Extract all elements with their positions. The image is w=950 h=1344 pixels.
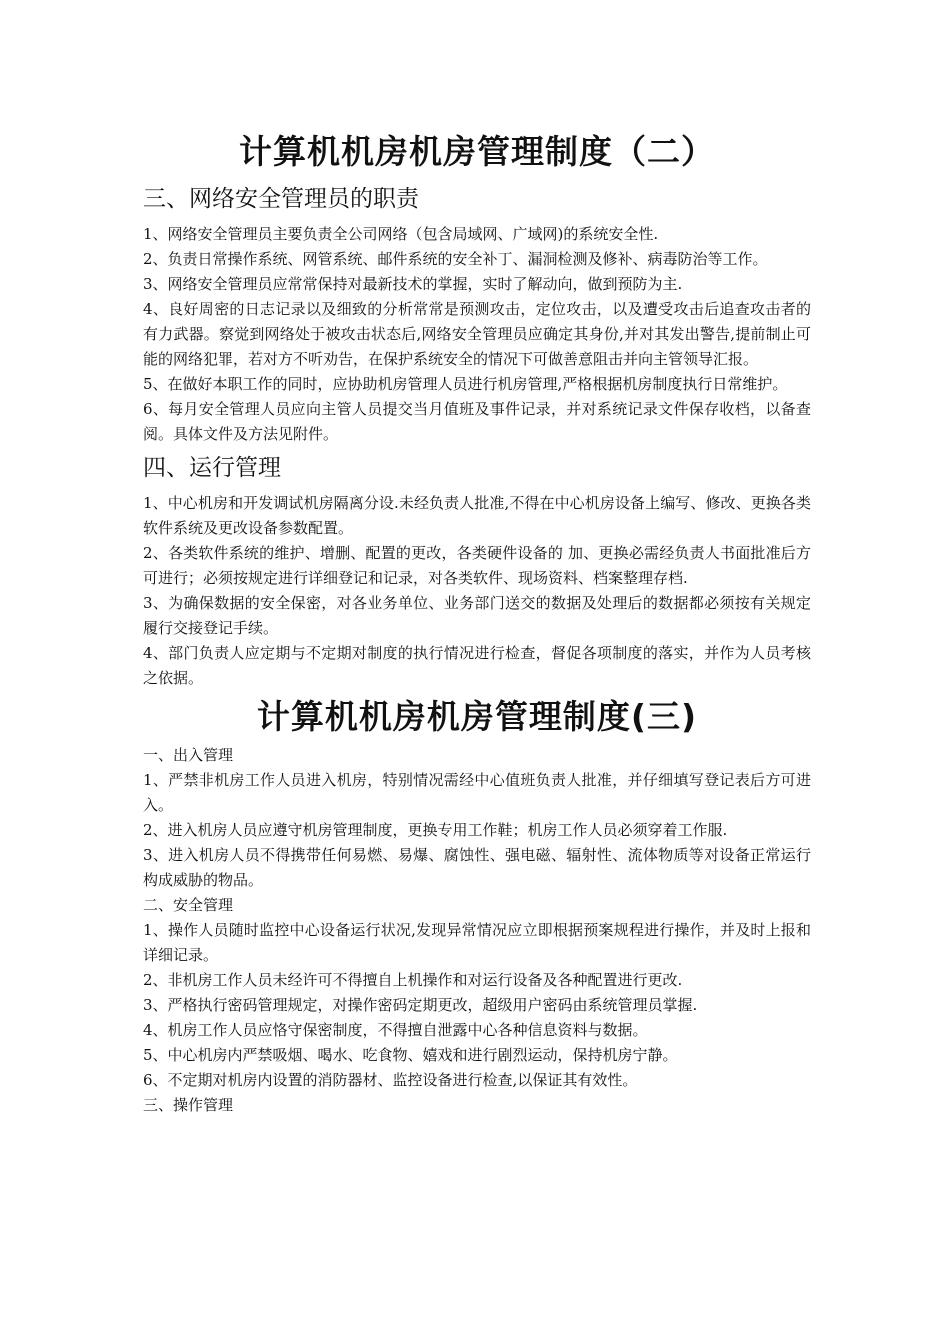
paragraph: 1、中心机房和开发调试机房隔离分设.未经负责人批准,不得在中心机房设备上编写、修改、更换各类软件系统及更改设备参数配置。 (143, 494, 811, 537)
paragraph: 2、负责日常操作系统、网管系统、邮件系统的安全补丁、漏洞检测及修补、病毒防治等工作。 (143, 250, 768, 268)
paragraph: 4、部门负责人应定期与不定期对制度的执行情况进行检查，督促各项制度的落实，并作为人员考核之依据。 (143, 644, 811, 687)
paragraph: 1、严禁非机房工作人员进入机房，特别情况需经中心值班负责人批准，并仔细填写登记表后方可进入。 (143, 771, 811, 814)
paragraph: 3、为确保数据的安全保密，对各业务单位、业务部门送交的数据及处理后的数据都必须按有关规定履行交接登记手续。 (143, 594, 811, 637)
paragraph: 3、严格执行密码管理规定，对操作密码定期更改，超级用户密码由系统管理员掌握. (143, 996, 698, 1014)
paragraph: 3、进入机房人员不得携带任何易燃、易爆、腐蚀性、强电磁、辐射性、流体物质等对设备正常运行构成威胁的物品。 (143, 846, 811, 889)
subheading-operations: 三、操作管理 (143, 1096, 234, 1114)
paragraph: 2、非机房工作人员未经许可不得擅自上机操作和对运行设备及各种配置进行更改. (143, 971, 683, 989)
paragraph: 5、在做好本职工作的同时，应协助机房管理人员进行机房管理,严格根据机房制度执行日常维护。 (143, 375, 788, 393)
subheading-security: 二、安全管理 (143, 896, 234, 914)
subheading-access: 一、出入管理 (143, 746, 234, 764)
document-title-3: 计算机机房机房管理制度(三) (256, 697, 698, 736)
paragraph: 4、机房工作人员应恪守保密制度，不得擅自泄露中心各种信息资料与数据。 (143, 1021, 648, 1039)
paragraph: 3、网络安全管理员应常常保持对最新技术的掌握，实时了解动向，做到预防为主. (143, 275, 683, 293)
document-content (143, 126, 811, 1118)
paragraph: 1、网络安全管理员主要负责全公司网络（包含局域网、广域网)的系统安全性. (143, 225, 659, 243)
paragraph: 4、良好周密的日志记录以及细致的分析常常是预测攻击，定位攻击，以及遭受攻击后追查攻击者的有力武器。察觉到网络处于被攻击状态后,网络安全管理员应确定其身份,并对其发出警告,提前制止可能的网络犯罪，若对方不听劝告，在保护系统安全的情况下可做善意阻击并向主管领导汇报。 (143, 300, 811, 368)
document-title-2: 计算机机房机房管理制度（二） (239, 132, 715, 171)
section-heading-network-security: 三、网络安全管理员的职责 (143, 186, 419, 212)
paragraph: 2、进入机房人员应遵守机房管理制度，更换专用工作鞋；机房工作人员必须穿着工作服. (143, 821, 728, 839)
paragraph: 1、操作人员随时监控中心设备运行状况,发现异常情况应立即根据预案规程进行操作，并及时上报和详细记录。 (143, 921, 811, 964)
section-heading-operation: 四、运行管理 (143, 455, 281, 481)
paragraph: 6、不定期对机房内设置的消防器材、监控设备进行检查,以保证其有效性。 (143, 1071, 638, 1089)
paragraph: 6、每月安全管理人员应向主管人员提交当月值班及事件记录，并对系统记录文件保存收档，以备查阅。具体文件及方法见附件。 (143, 400, 811, 443)
paragraph: 5、中心机房内严禁吸烟、喝水、吃食物、嬉戏和进行剧烈运动，保持机房宁静。 (143, 1046, 678, 1064)
paragraph: 2、各类软件系统的维护、增删、配置的更改，各类硬件设备的 加、更换必需经负责人书面批准后方可进行；必须按规定进行详细登记和记录，对各类软件、现场资料、档案整理存档. (143, 544, 811, 587)
